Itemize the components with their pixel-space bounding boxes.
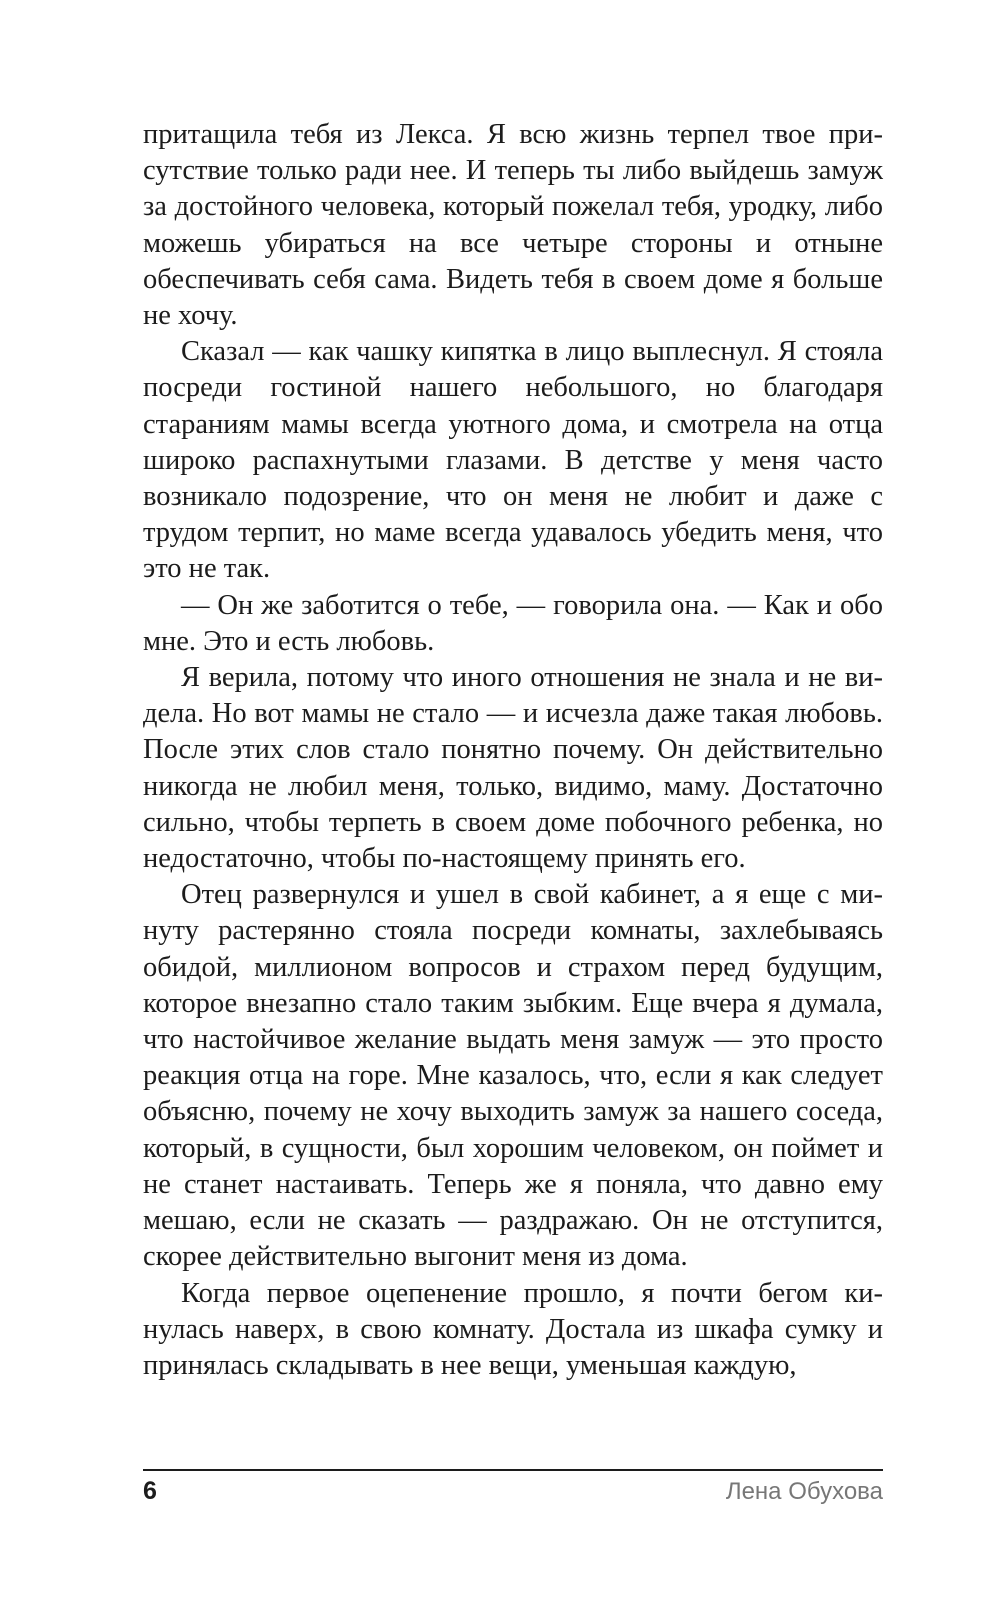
paragraph-dialogue: — Он же заботится о тебе, — говорила она. — Как и обо мне. Это и есть любовь. [143, 589, 883, 657]
paragraph: Я верила, потому что иного отношения не знала и не видела. Но вот мамы не стало — и исчезла даже такая любовь. После этих слов стало понятно почему. Он действительно никогда не любил меня, только, видимо, маму. Достаточно сильно, чтобы терпеть в своем доме побочного ребенка, но недостаточно, чтобы по-настоящему принять его. [143, 662, 883, 875]
running-footer-author: Лена Обухова [725, 1478, 883, 1505]
paragraph-continued: притащила тебя из Лекса. Я всю жизнь терпел твое присутствие только ради нее. И теперь ты либо выйдешь замуж за достойного человека, который пожелал тебя, уродку, либо можешь убираться на все четыре стороны и отныне обеспечивать себя сама. Видеть тебя в своем доме я больше не хочу. [143, 119, 883, 332]
page-number: 6 [143, 1477, 157, 1505]
paragraph: Сказал — как чашку кипятка в лицо выплеснул. Я стояла посреди гостиной нашего небольшого, но благодаря стараниям мамы всегда уютного дома, и смотрела на отца широко распахнутыми глазами. В детстве у меня часто возникало подозрение, что он меня не любит и даже с трудом терпит, но маме всегда удавалось убедить меня, что это не так. [143, 336, 883, 585]
footer-divider [143, 1469, 883, 1471]
paragraph: Отец развернулся и ушел в свой кабинет, а я еще с минуту растерянно стояла посреди комнаты, захлебываясь обидой, миллионом вопросов и страхом перед будущим, которое внезапно стало таким зыбким. Еще вчера я думала, что настойчивое желание выдать меня замуж — это просто реакция отца на горе. Мне казалось, что, если я как следует объясню, почему не хочу выходить замуж за нашего соседа, который, в сущности, был хорошим человеком, он поймет и не станет настаивать. Теперь же я поняла, что давно ему мешаю, если не сказать — раздражаю. Он не отступится, скорее действительно выгонит меня из дома. [143, 879, 883, 1273]
body-text [143, 117, 883, 1384]
paragraph: Когда первое оцепенение прошло, я почти бегом кинулась наверх, в свою комнату. Достала из шкафа сумку и принялась складывать в нее вещи, уменьшая каждую, [143, 1277, 883, 1381]
